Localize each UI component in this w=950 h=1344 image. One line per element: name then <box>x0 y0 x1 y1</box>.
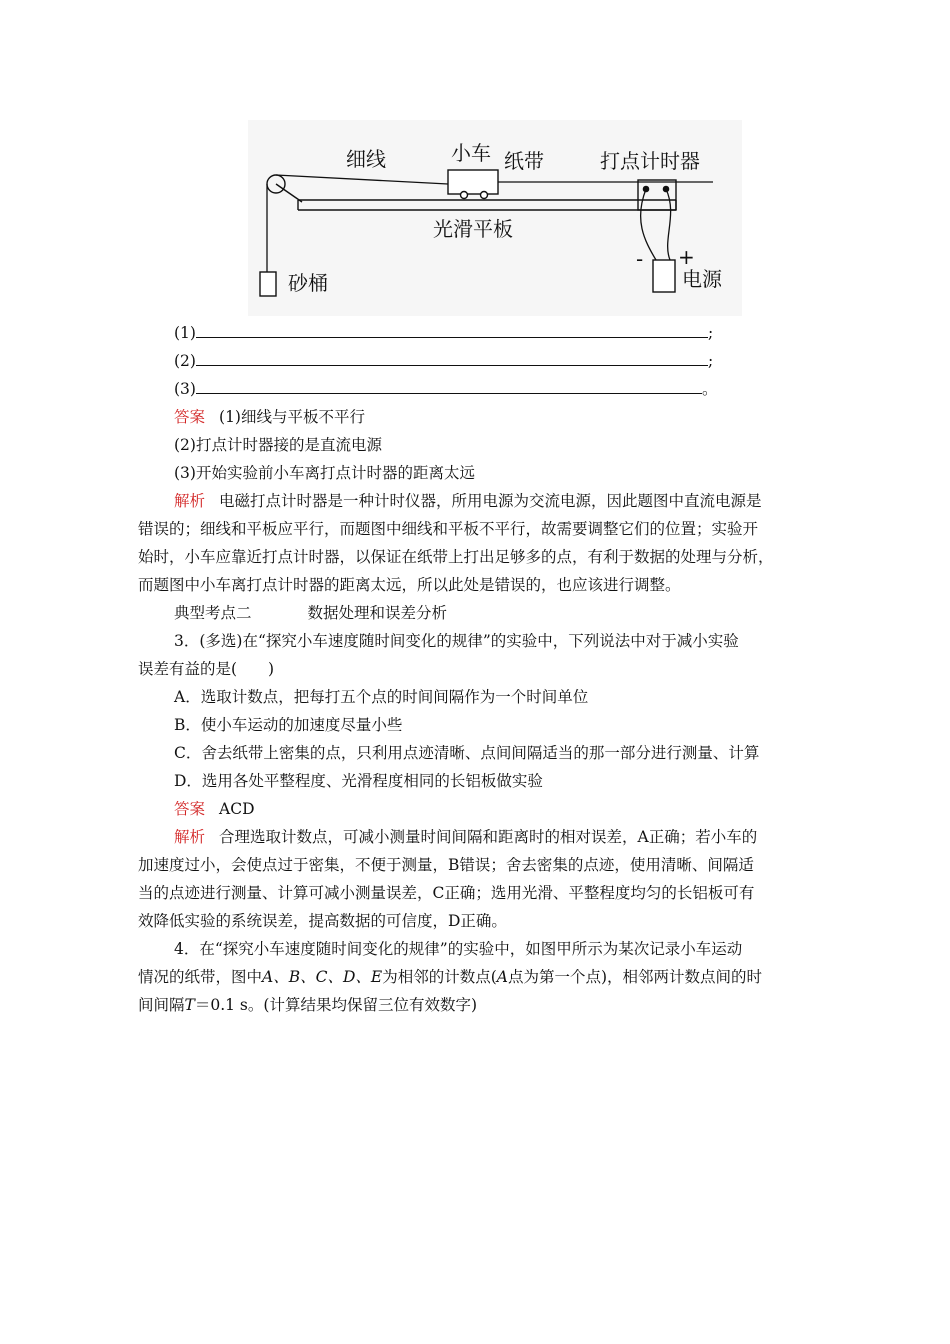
q2-answer-1: (1)细线与平板不平行 <box>219 408 365 426</box>
q2-answer-3: (3)开始实验前小车离打点计时器的距离太远 <box>174 464 475 482</box>
q3-answer: ACD <box>219 800 255 818</box>
q3-stem-line-2: 误差有益的是( ) <box>138 660 275 678</box>
q4-text-a: 情况的纸带，图中 <box>138 968 263 986</box>
q3-stem-line-1: 3．(多选)在“探究小车速度随时间变化的规律”的实验中，下列说法中对于减小实验 <box>174 632 739 650</box>
blank-number: (2) <box>174 352 196 370</box>
power-source <box>653 260 675 292</box>
blank-line-3 <box>174 379 717 399</box>
blank-end: ; <box>707 324 714 342</box>
cart <box>448 170 498 199</box>
blank-rule <box>196 351 708 366</box>
blank-line-1 <box>174 323 713 343</box>
blank-rule <box>196 323 708 338</box>
analysis-label: 解析 <box>174 492 206 510</box>
q4-line-1: 4．在“探究小车速度随时间变化的规律”的实验中，如图甲所示为某次记录小车运动 <box>174 940 743 958</box>
label-timer: 打点计时器 <box>600 149 700 173</box>
blank-line-2 <box>174 351 713 371</box>
q2-analysis-text-1: 电磁打点计时器是一种计时仪器，所用电源为交流电源，因此题图中直流电源是 <box>219 492 762 510</box>
q3-analysis-line-2: 加速度过小，会使点过于密集，不便于测量，B错误；舍去密集的点迹，使用清晰、间隔适 <box>138 856 754 874</box>
answer-label: 答案 <box>174 408 206 426</box>
blank-end: ; <box>707 352 714 370</box>
q2-analysis-line-1 <box>174 491 762 511</box>
q4-text-d: 间间隔 <box>138 996 185 1014</box>
section-heading <box>174 603 447 623</box>
label-bucket: 砂桶 <box>288 271 328 295</box>
q3-analysis-line-1 <box>174 827 757 847</box>
analysis-label: 解析 <box>174 828 206 846</box>
answer-label: 答案 <box>174 800 206 818</box>
q3-analysis-line-4: 效降低实验的系统误差，提高数据的可信度，D正确。 <box>138 912 507 930</box>
experiment-diagram <box>248 120 742 316</box>
q3-option-b: B．使小车运动的加速度尽量小些 <box>174 716 403 734</box>
blank-number: (1) <box>174 324 196 342</box>
label-tape: 纸带 <box>504 149 544 173</box>
q2-answer-2: (2)打点计时器接的是直流电源 <box>174 436 382 454</box>
q2-answer-line <box>174 407 365 427</box>
q3-option-c: C．舍去纸带上密集的点，只利用点迹清晰、点间间隔适当的那一部分进行测量、计算 <box>174 744 760 762</box>
blank-number: (3) <box>174 380 196 398</box>
section-title: 典型考点二 <box>174 604 252 622</box>
q2-analysis-line-2: 错误的；细线和平板应平行，而题图中细线和平板不平行，故需要调整它们的位置；实验开 <box>138 520 759 538</box>
label-power: 电源 <box>682 267 722 291</box>
sand-bucket <box>260 272 276 296</box>
label-cart: 小车 <box>451 141 491 165</box>
q3-option-a: A．选取计数点，把每打五个点的时间间隔作为一个时间单位 <box>174 688 589 706</box>
blank-end: 。 <box>701 380 718 398</box>
q3-option-d: D．选用各处平整程度、光滑程度相同的长铝板做实验 <box>174 772 543 790</box>
label-plus: + <box>678 245 695 269</box>
q4-point-a: A <box>496 968 508 986</box>
q4-text-c: 点为第一个点)，相邻两计数点间的时 <box>507 968 763 986</box>
label-minus: - <box>636 247 644 271</box>
q2-analysis-line-3: 始时，小车应靠近打点计时器，以保证在纸带上打出足够多的点，有利于数据的处理与分析， <box>138 548 774 566</box>
label-board: 光滑平板 <box>433 217 513 241</box>
q2-analysis-line-4: 而题图中小车离打点计时器的距离太远，所以此处是错误的，也应该进行调整。 <box>138 576 681 594</box>
q4-line-3 <box>138 995 477 1015</box>
q4-symbol-t: T <box>184 996 195 1014</box>
q3-analysis-text-1: 合理选取计数点，可减小测量时间间隔和距离时的相对误差，A正确；若小车的 <box>219 828 758 846</box>
q4-point-letters: A、B、C、D、E <box>262 968 383 986</box>
q3-answer-line <box>174 799 255 819</box>
blank-rule <box>196 379 702 394</box>
q3-analysis-line-3: 当的点迹进行测量、计算可减小测量误差，C正确；选用光滑、平整程度均匀的长铝板可有 <box>138 884 755 902</box>
q4-line-2 <box>138 967 762 987</box>
q4-text-e: ＝0.1 s。(计算结果均保留三位有效数字) <box>194 996 477 1014</box>
q4-text-b: 为相邻的计数点( <box>382 968 497 986</box>
section-subtitle: 数据处理和误差分析 <box>307 604 448 622</box>
label-thread: 细线 <box>346 147 386 171</box>
